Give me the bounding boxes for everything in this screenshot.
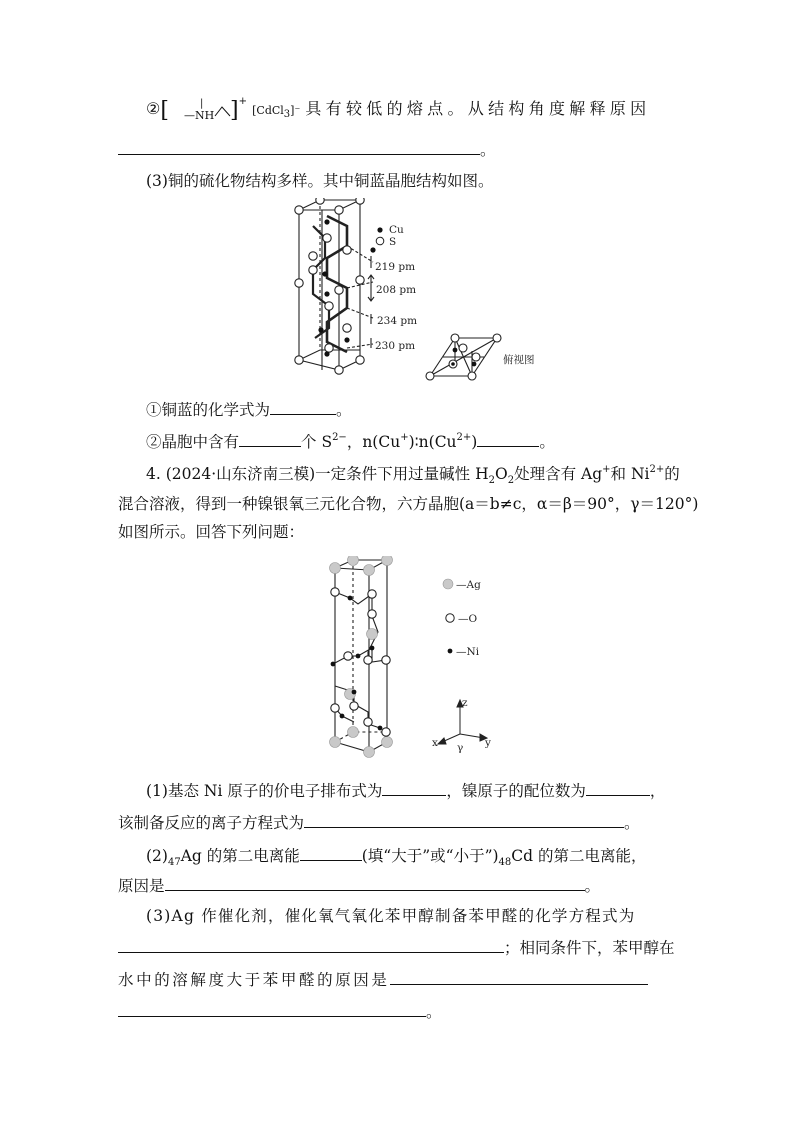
s-legend-icon (376, 237, 384, 245)
s2-count-blank[interactable] (239, 430, 301, 447)
svg-text:—Ag: —Ag (456, 579, 481, 591)
q4-part3-line1: (3)Ag 作催化剂，催化氧气氧化苯甲醇制备苯甲醛的化学方程式为 (146, 907, 636, 925)
cu-ratio-blank[interactable] (477, 430, 539, 447)
reason-blank[interactable] (165, 874, 585, 891)
q3-sub1: ①铜蓝的化学式为 。 (146, 398, 352, 420)
ni-legend-icon (448, 649, 453, 654)
svg-text:x: x (432, 737, 438, 749)
q4-intro-line2: 混合溶液，得到一种镍银氧三元化合物，六方晶胞(a＝b≠c，α＝β＝90°，γ＝120°) (118, 495, 699, 513)
svg-text:γ: γ (457, 742, 464, 754)
q4-intro-line1: 4. (2024·山东济南三模)一定条件下用过量碱性 $H_2O_2$处理含有 Ag+和 $Ni^{2+}$的 (146, 464, 680, 487)
ring-fragment-icon (214, 104, 234, 118)
ag-legend-icon (443, 579, 453, 589)
svg-text:234 pm: 234 pm (377, 315, 418, 327)
chemical-equation-blank[interactable] (118, 936, 504, 953)
valence-config-blank[interactable] (382, 779, 446, 796)
svg-text:—O: —O (458, 613, 478, 625)
svg-text:230 pm: 230 pm (375, 340, 416, 352)
q4-part3-line3: 水中的溶解度大于苯甲醛的原因是 (118, 968, 648, 990)
q3-sub2: ②晶胞中含有 个 $S^{2-}$，$n(Cu^+)∶n(Cu^{2+})$ 。 (146, 432, 555, 451)
svg-text:208 pm: 208 pm (376, 284, 417, 296)
svg-text:—Ni: —Ni (456, 646, 480, 658)
compare-blank[interactable] (300, 844, 362, 861)
ionic-equation-blank[interactable] (304, 811, 624, 828)
q2-line: ②[ | —NH ]+ [CdCl$_3$]⁻ 具有较低的熔点。从结构角度解释原因 (146, 96, 651, 123)
q2-structure-fragment: | —NH (174, 100, 230, 120)
q4-intro-line3: 如图所示。回答下列问题： (118, 523, 305, 541)
q4-part2-line2: 原因是 。 (118, 874, 600, 896)
cu-legend-icon (377, 227, 382, 232)
o-legend-icon (446, 614, 454, 622)
nickel-silver-oxide-cell-diagram (320, 556, 505, 761)
svg-text:219 pm: 219 pm (375, 261, 416, 273)
svg-text:俯视图: 俯视图 (503, 354, 535, 366)
q2-marker: ② (146, 99, 161, 118)
q4-part1-line2: 该制备反应的离子方程式为 。 (118, 811, 640, 833)
q4-part2-line1: $(2)_{47}Ag$ 的第二电离能 (填“大于”或“小于$”)_{48}Cd$ 的第二电离能， (146, 844, 647, 866)
formula-blank[interactable] (270, 398, 336, 415)
q2-answer-blank[interactable] (118, 138, 480, 155)
q4-part1-line1: (1)基态 Ni 原子的价电子排布式为 ，镍原子的配位数为 ， (146, 779, 665, 801)
svg-text:S: S (389, 236, 397, 248)
q4-part3-line4: 。 (118, 1000, 442, 1022)
svg-text:y: y (485, 737, 491, 749)
svg-text:Cu: Cu (389, 224, 404, 236)
coordination-number-blank[interactable] (586, 779, 650, 796)
copper-blue-cell-diagram (285, 198, 545, 383)
svg-text:z: z (462, 697, 468, 709)
q2-answer-line: 。 (118, 138, 496, 160)
q3-text: (3)铜的硫化物结构多样。其中铜蓝晶胞结构如图。 (146, 172, 494, 190)
solubility-reason-blank-cont[interactable] (118, 1000, 426, 1017)
q2-text: 具有较低的熔点。从结构角度解释原因 (305, 99, 651, 118)
solubility-reason-blank[interactable] (390, 968, 648, 985)
q4-part3-line2: ；相同条件下，苯甲醇在 (118, 936, 675, 958)
